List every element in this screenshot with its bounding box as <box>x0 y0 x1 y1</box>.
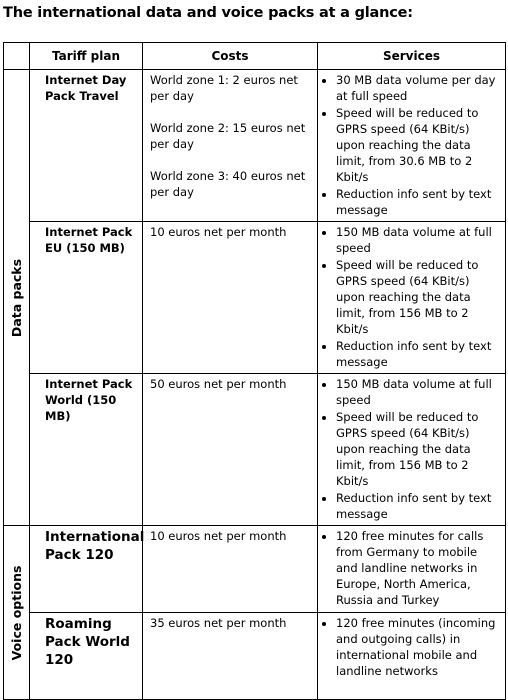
plan-services <box>318 613 506 700</box>
table-row <box>4 526 506 613</box>
table-header-row <box>4 43 506 70</box>
service-item: • 30 MB data volume per day at full speed <box>336 72 501 104</box>
plan-services <box>318 526 506 613</box>
cost-line: 10 euros net per month <box>150 225 287 239</box>
group-label: Voice options <box>8 565 24 660</box>
table-row <box>4 222 506 374</box>
cost-line: 10 euros net per month <box>150 529 287 543</box>
plan-costs <box>143 526 318 613</box>
group-label: Data packs <box>8 258 24 337</box>
service-item: • Reduction info sent by text message <box>336 490 501 522</box>
service-item: • Speed will be reduced to GPRS speed (64 KBit/s) upon reaching the data limit, from 156 MB to 2 Kbit/s <box>336 409 501 489</box>
plan-services <box>318 70 506 222</box>
header-services: Services <box>318 43 506 70</box>
plan-services <box>318 222 506 374</box>
plan-costs <box>143 613 318 700</box>
group-data-packs <box>4 70 30 526</box>
cost-line: World zone 1: 2 euros net per day <box>150 73 298 103</box>
cost-line: World zone 2: 15 euros net per day <box>150 121 306 151</box>
service-item: • 150 MB data volume at full speed <box>336 376 501 408</box>
plan-costs <box>143 374 318 526</box>
tariff-table <box>3 42 506 700</box>
service-item: • 120 free minutes for calls from Germany to mobile and landline networks in Europe, North America, Russia and Turkey <box>336 528 501 608</box>
service-item: • Reduction info sent by text message <box>336 338 501 370</box>
table-row <box>4 613 506 700</box>
plan-name: Internet Pack EU (150 MB) <box>30 222 143 374</box>
cost-line: World zone 3: 40 euros net per day <box>150 169 306 199</box>
plan-name: Roaming Pack World 120 <box>30 613 143 700</box>
plan-costs <box>143 70 318 222</box>
service-item: • Reduction info sent by text message <box>336 186 501 218</box>
group-voice-options <box>4 526 30 700</box>
service-item: • Speed will be reduced to GPRS speed (64 KBit/s) upon reaching the data limit, from 30.6 MB to 2 Kbit/s <box>336 105 501 185</box>
table-row <box>4 70 506 222</box>
plan-services <box>318 374 506 526</box>
plan-name: Internet Pack World (150 MB) <box>30 374 143 526</box>
cost-line: 35 euros net per month <box>150 616 287 630</box>
plan-costs <box>143 222 318 374</box>
service-item: • 120 free minutes (incoming and outgoing calls) in international mobile and landline networks <box>336 615 501 679</box>
header-group <box>4 43 30 70</box>
page-title: The international data and voice packs at a glance: <box>3 5 413 21</box>
plan-name: International Pack 120 <box>30 526 143 613</box>
table-row <box>4 374 506 526</box>
cost-line: 50 euros net per month <box>150 377 287 391</box>
header-costs: Costs <box>143 43 318 70</box>
service-item: • Speed will be reduced to GPRS speed (64 KBit/s) upon reaching the data limit, from 156 MB to 2 Kbit/s <box>336 257 501 337</box>
service-item: • 150 MB data volume at full speed <box>336 224 501 256</box>
plan-name: Internet Day Pack Travel <box>30 70 143 222</box>
header-tariff-plan: Tariff plan <box>30 43 143 70</box>
